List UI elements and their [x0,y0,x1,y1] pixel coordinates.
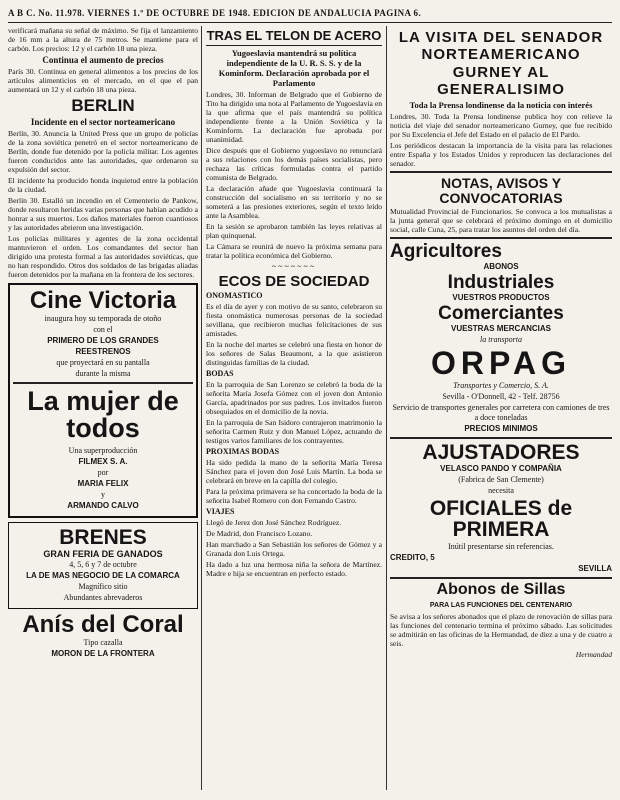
berlin-text: El incidente ha producido honda inquietud entre la población de la ciudad. [8,175,198,194]
ad-line: Sevilla - O'Donnell, 42 - Telf. 28756 [442,392,560,402]
cine-title: Cine Victoria [29,286,177,314]
visita-headline: LA VISITA DEL SENADOR NORTEAMERICANO GURNEY AL GENERALISIMO [398,29,604,98]
ad-line: FILMEX S. A. [78,456,128,466]
brenes-ad [8,522,198,609]
ad-line: inaugura hoy su temporada de otoño [44,313,162,323]
ecos-text: En la parroquia de San Lorenzo se celebró la boda de la señorita María Josefa Gómez con el joven don Antonio García, apadrinados por sus padres. Los invitados fueron obsequiados en el domicilio de la novia. [206,380,382,417]
ad-line: 4, 5, 6 y 7 de octubre [69,559,137,569]
ecos-text: En la parroquia de San Isidoro contrajeron matrimonio la señorita Carmen Ruiz y don Manuel López, actuando de testigos varios familiares de los contrayentes. [206,418,382,446]
article-fragment: verificará mañana su señal de máximo. Se fija el lanzamiento de 16 mm a la altura de 75 metros. Se mantiene para el carbón. Los precios: 12 y el carbón 18 una pieza. [8,26,198,53]
ecos-text: Ha sido pedida la mano de la señorita María Teresa Sánchez para el joven don José Luis Martín. La boda se celebrará en breve en la capilla del colegio. [206,458,382,486]
divider [390,237,612,239]
column-left [8,26,198,790]
sillas-subtitle: PARA LAS FUNCIONES DEL CENTENARIO [429,602,573,610]
visita-text: Londres, 30. Toda la Prensa londinense publica hoy con relieve la noticia del viaje del senador norteamericano Gurney, que fue recibido por Su Excelencia el Jefe del Estado en el palacio de El Pardo. [390,112,612,139]
ad-line: Inútil presentarse sin referencias. [448,542,554,552]
ecos-text: Llegó de Jerez don José Sánchez Rodríguez. [206,518,342,528]
berlin-title: BERLIN [71,96,135,115]
column-right [390,26,612,790]
ad-line: SEVILLA [578,564,612,574]
telon-headline: TRAS EL TELON DE ACERO [206,29,382,46]
ecos-text: En la noche del martes se celebró una fiesta en honor de los señores de Salas Beaumont, a la que asistieron distinguidas familias de la ciudad. [206,340,382,368]
ad-line: durante la misma [75,368,131,378]
cine-victoria-ad [8,283,198,518]
ad-line: REESTRENOS [75,346,131,356]
ecos-text: Han marchado a San Sebastián los señores de Gómez y a Granada don Luis Ortega. [206,540,382,559]
ad-line: PRIMERO DE LOS GRANDES [47,335,159,345]
orpag-ad [390,242,612,434]
visita-text: Los periódicos destacan la importancia de la visita para las relaciones entre España y los Estados Unidos y reproducen las declaraciones del senador. [390,141,612,168]
berlin-text: Berlín, 30. Anuncia la United Press que un grupo de policías de la zona soviética penetró en el sector norteamericano de Berlín, donde fue detenido por la policía militar. Los agentes fueron conducidos ante las autoridades, que ordenaron su expulsión del sector. [8,128,198,174]
column-rule-right [386,26,387,790]
ecos-text: Para la próxima primavera se ha concertado la boda de la señorita Isabel Romero con don Fernando Castro. [206,487,382,506]
ad-line: necesita [488,486,514,496]
sillas-title: Abonos de Sillas [436,581,566,599]
anis-title: Anís del Coral [22,610,184,638]
ad-line: ARMANDO CALVO [67,500,139,510]
divider [390,577,612,579]
article-text: París 30. Continua en general alimentos a los precios de los artículos alimenticios en el mercado, en el que el pan aumentará un 12 y el carbón 18 una pieza. [8,67,198,94]
ecos-subhead: ONOMASTICO [206,291,263,301]
ad-line: VELASCO PANDO Y COMPAÑIA [440,464,562,474]
ad-line: PRECIOS MINIMOS [464,424,538,434]
ajustadores-ad [390,442,612,574]
ecos-text: De Madrid, don Francisco Lozano. [206,529,313,539]
ajustadores-title: AJUSTADORES [422,441,580,465]
column-middle [206,26,382,790]
berlin-text: Berlín 30. Estalló un incendio en el Cementerio de Pankow, donde resultaron heridas varias personas que habían acudido a honrar a sus muertos. Los daños materiales fueron cuantiosos y las autoridades abrieron una investigación. [8,195,198,232]
ad-line: MARIA FELIX [77,478,129,488]
ecos-subhead: PROXIMAS BODAS [206,447,280,457]
telon-text: La Cámara se reunirá de nuevo la próxima semana para tratar la política económica del Gobierno. [206,241,382,260]
ecos-subhead: VIAJES [206,507,235,517]
ad-heading: Agricultores [390,241,502,263]
ad-line: VUESTROS PRODUCTOS [452,293,550,303]
ad-line: con el [93,324,113,334]
divider [13,382,193,384]
visita-subheadline: Toda la Prensa londinense da la noticia con interés [409,100,593,110]
ad-line: Transportes y Comercio, S. A. [453,381,549,391]
ad-line: que proyectará en su pantalla [56,357,150,367]
ad-line: ABONOS [483,262,519,272]
berlin-subtitle: Incidente en el sector norteamericano [30,116,176,127]
divider [390,171,612,173]
ad-line: GRAN FERIA DE GANADOS [43,548,163,559]
page-header: A B C. No. 11.978. VIERNES 1.º DE OCTUBRE DE 1948. EDICION DE ANDALUCIA PAGINA 6. [8,8,612,23]
brenes-title: BRENES [59,525,147,549]
ad-line: Tipo cazalla [83,637,123,647]
ad-line: MORON DE LA FRONTERA [51,648,155,658]
ad-line: Magnífico sitio [78,581,128,591]
berlin-text: Los policías militares y agentes de la zona occidental mantuvieron el orden. Los comandantes del sector han dirigido una protesta formal a las autoridades soviéticas, que no han respondido. Otros dos soldados de las brigadas aliadas fueron detenidos por la mañana en la frontera de los sectores. [8,233,198,279]
ad-heading: Industriales [447,272,555,294]
ad-line: Una superproducción [68,445,138,455]
ecos-text: Ha dado a luz una hermosa niña la señora de Martínez. Madre e hija se encuentran en perfecto estado. [206,560,382,579]
ad-line: VUESTRAS MERCANCIAS [450,324,551,334]
telon-text: Londres, 30. Informan de Belgrado que el Gobierno de Tito ha dirigido una nota al Parlamento de Yugoeslavia en la que afirma que el país mantendrá su política independiente frente a la Unión Soviética y la Kominform. La declaración fue aprobada por unanimidad. [206,89,382,144]
ad-line: Abundantes abrevaderos [63,592,143,602]
ecos-subhead: BODAS [206,369,234,379]
film-title: La mujer de todos [27,385,179,443]
notas-headline: NOTAS, AVISOS Y CONVOCATORIAS [439,175,563,206]
sillas-text: Se avisa a los señores abonados que el plazo de renovación de sillas para las funciones del centenario termina el próximo sábado. Las solicitudes se admitirán en las oficinas de la Hermandad, de diez a una y de cuatro a seis. [390,612,612,649]
ecos-headline: ECOS DE SOCIEDAD [218,272,370,290]
ad-line: (Fabrica de San Clemente) [458,475,544,485]
ad-heading: Comerciantes [438,303,564,325]
column-rule-left [201,26,202,790]
telon-text: Dice después que el Gobierno yugoeslavo no renunciará a sus relaciones con los demás países socialistas, pero rechaza las críticas formuladas contra el partido comunista de Belgrado. [206,145,382,182]
ad-line: CREDITO, 5 [390,553,435,563]
ecos-text: Es el día de ayer y con motivo de su santo, celebraron su fiesta onomástica numerosas personas de la sociedad sevillana, que recibieron muchas felicitaciones de sus amistades. [206,302,382,339]
telon-text: La declaración añade que Yugoeslavia continuará la construcción del socialismo en su territorio y no se someterá a las presiones exteriores, según el texto leído ante la Asamblea. [206,183,382,220]
ad-line: la transporta [479,335,522,345]
ad-line: LA DE MAS NEGOCIO DE LA COMARCA [26,570,180,580]
telon-text: En la sesión se aprobaron también las leyes relativas al plan quinquenal. [206,221,382,240]
oficiales-title: OFICIALES de PRIMERA [429,497,573,542]
orpag-logo: ORPAG [431,345,571,382]
telon-subheadline: Yugoeslavia mantendrá su política independiente de la U. R. S. S. y de la Kominform. Declaración aprobada por el Parlamento [218,47,370,88]
anis-coral-ad [8,610,198,659]
ad-line: por [97,467,109,477]
article-headline: Continua el aumento de precios [42,55,164,65]
divider [390,437,612,439]
notas-text: Mutualidad Provincial de Funcionarios. Se convoca a los mutualistas a la junta general que se celebrará el próximo domingo en el domicilio social, calle Cuna, 25, para tratar los asuntos del orden del día. [390,207,612,235]
ad-line: y [101,489,105,499]
ad-line: Servicio de transportes generales por carretera con camiones de tres a doce toneladas [392,403,610,423]
sillas-signature: Hermandad [575,650,612,660]
ornament-divider: ~~~~~~~ [271,261,317,271]
